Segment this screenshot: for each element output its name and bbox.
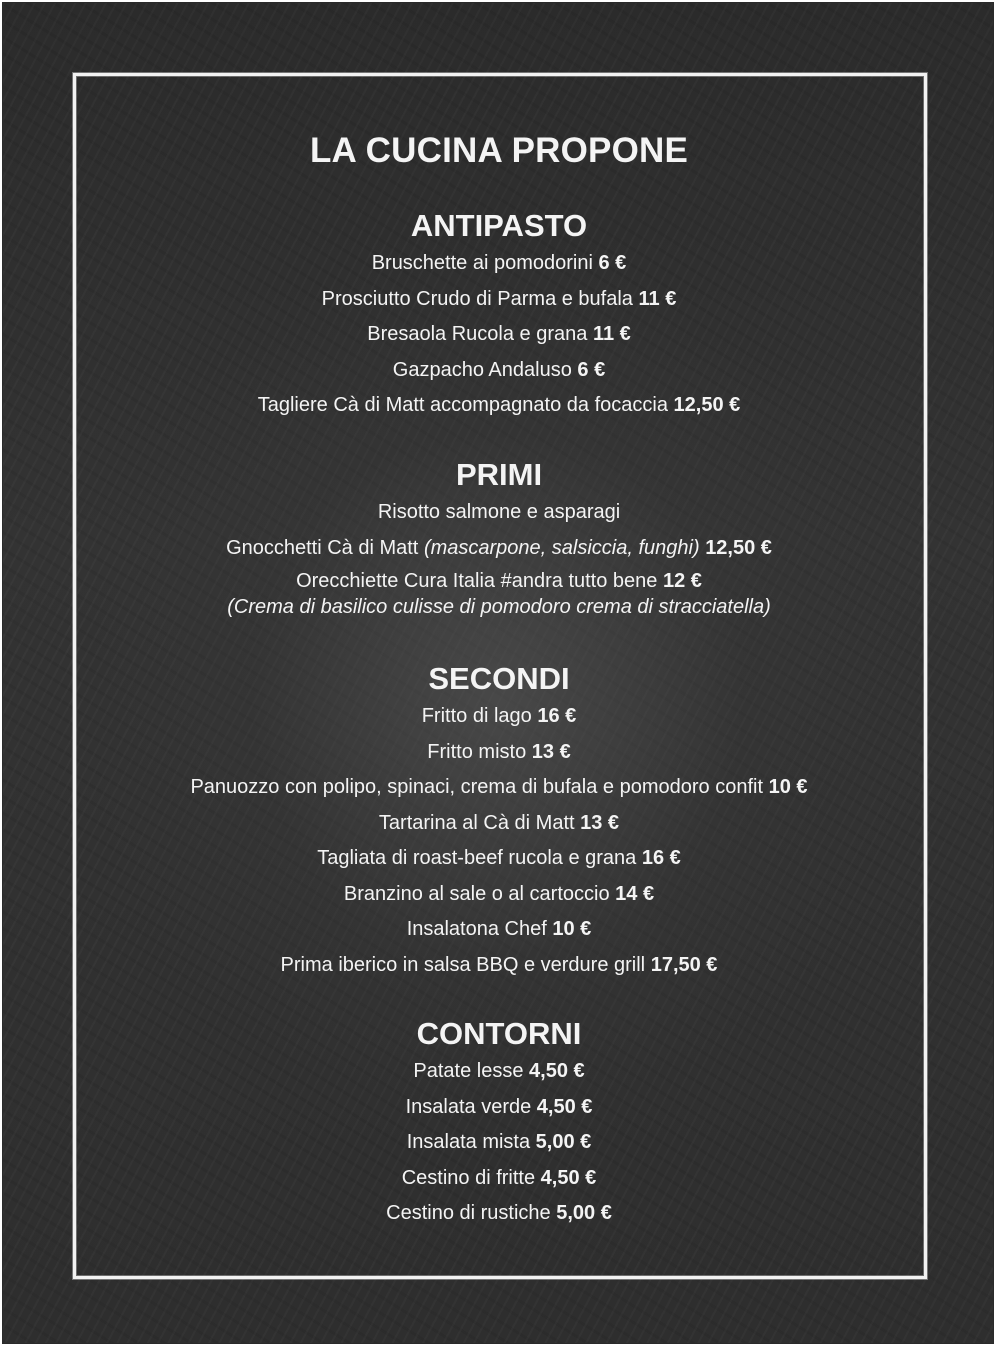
menu-item [3,1054,994,1090]
item-price: 10 € [552,918,592,940]
item-price: 10 € [768,776,808,798]
item-price: 6 € [598,252,627,274]
item-price: 5,00 € [556,1202,612,1224]
section-antipasto [3,206,994,424]
item-name: Orecchiette Cura Italia #andra tutto bene [296,570,658,592]
item-price: 12,50 € [705,536,772,559]
item-price: 11 € [592,323,631,345]
item-price: 4,50 € [540,1166,597,1189]
menu-item [3,1090,994,1126]
section-primi [3,455,994,620]
item-name: Cestino di fritte [401,1166,536,1189]
menu-item [3,317,994,353]
item-price: 4,50 € [536,1095,593,1118]
item-name: Fritto di lago [421,705,532,727]
item-name: Prosciutto Crudo di Parma e bufala [321,287,633,310]
menu-item [3,353,994,389]
item-price: 12,50 € [673,394,741,416]
chalkboard-menu-page [2,2,994,1344]
item-name: Gnocchetti Cà di Matt [226,536,419,559]
item-name: Risotto salmone e asparagi [377,501,621,523]
section-heading: ANTIPASTO [410,208,588,243]
menu-item [3,388,994,424]
menu-item [3,1125,994,1161]
section-heading: CONTORNI [416,1016,582,1051]
item-name: Tagliata di roast-beef rucola e grana [317,847,637,869]
menu-item [3,841,994,877]
item-price: 4,50 € [529,1060,585,1082]
item-description: (Crema di basilico culisse di pomodoro crema di stracciatella) [227,596,771,618]
item-price: 13 € [580,811,620,834]
menu-item [3,912,994,948]
item-price: 13 € [531,740,571,763]
item-name: Tagliere Cà di Matt accompagnato da focaccia [257,394,668,416]
section-heading: SECONDI [428,661,570,696]
item-name: Insalatona Chef [406,918,547,940]
menu-item [3,282,994,318]
menu-item [3,948,994,984]
menu-item [3,770,994,806]
menu-item [3,531,994,567]
menu-item [3,566,994,596]
item-name: Gazpacho Andaluso [392,358,572,381]
item-price: 16 € [537,705,577,727]
item-name: Fritto misto [427,740,527,763]
item-name: Tartarina al Cà di Matt [378,811,575,834]
section-heading: PRIMI [455,457,543,492]
item-name: Insalata mista [406,1131,531,1153]
menu-item [3,735,994,771]
menu-title: LA CUCINA PROPONE [309,131,689,170]
item-price: 14 € [615,882,655,905]
item-price: 17,50 € [650,953,718,976]
item-name: Patate lesse [413,1060,524,1082]
item-name: Insalata verde [405,1095,532,1118]
section-secondi [3,659,994,983]
item-price: 6 € [577,358,606,381]
item-name: Panuozzo con polipo, spinaci, crema di bufala e pomodoro confit [190,776,764,798]
item-note: (mascarpone, salsiccia, funghi) [423,536,700,559]
menu-item [3,877,994,913]
menu-item [3,1161,994,1197]
item-price: 16 € [641,847,681,869]
menu-item [3,806,994,842]
item-name: Bruschette ai pomodorini [371,252,593,274]
item-name: Prima iberico in salsa BBQ e verdure grill [280,953,646,976]
section-contorni [3,1014,994,1232]
menu-item [3,246,994,282]
menu-item [3,495,994,531]
item-name: Bresaola Rucola e grana [367,323,588,345]
item-price: 5,00 € [535,1131,592,1153]
item-price: 12 € [662,570,702,592]
item-name: Cestino di rustiche [386,1202,551,1224]
menu-item [3,1196,994,1232]
menu-item [3,699,994,735]
item-name: Branzino al sale o al cartoccio [343,882,610,905]
item-price: 11 € [638,287,677,310]
